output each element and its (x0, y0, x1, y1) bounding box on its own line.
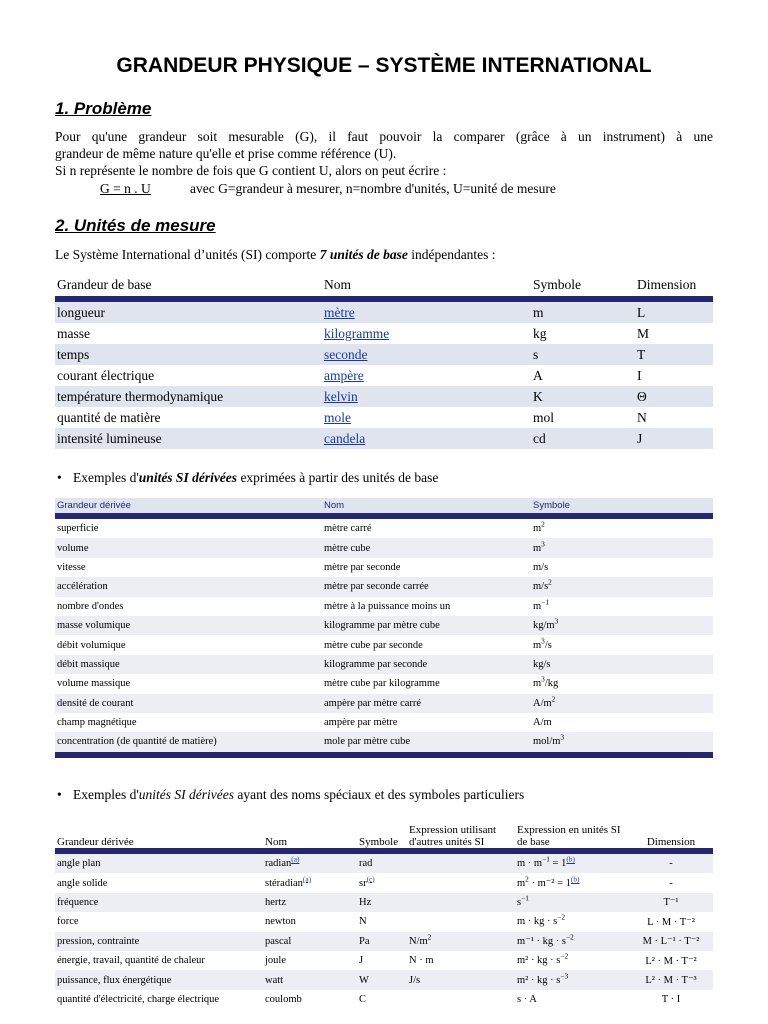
table-cell: s (533, 346, 539, 362)
table-cell-symbol (531, 713, 713, 732)
column-header: Nom (265, 836, 287, 848)
table-cell-symbol (357, 970, 407, 989)
unit-symbol: N (359, 916, 367, 928)
table-cell: m (533, 304, 544, 320)
symbol-exponent: 3 (554, 616, 559, 626)
section-heading-probleme: 1. Problème (55, 99, 152, 118)
table-cell (322, 323, 531, 344)
table-cell-name (263, 912, 357, 931)
column-header: Nom (324, 277, 351, 292)
base-units-table (55, 274, 713, 449)
bullet-derived-units (57, 470, 438, 486)
table-cell-dimension: L · M · T⁻² (647, 916, 695, 928)
table-cell: ampère par mètre carré (324, 697, 422, 709)
expression-other: J/s (409, 974, 421, 986)
expression-base: m (517, 878, 526, 890)
table-cell-name (263, 951, 357, 970)
table-row (55, 428, 713, 449)
table-cell-name (263, 932, 357, 951)
table-row (55, 990, 713, 1009)
table-cell (322, 407, 531, 428)
symbol-tail: /s (544, 639, 552, 651)
bullet-icon: • (57, 787, 62, 802)
expression-base: m² · kg · s (517, 974, 561, 986)
table-cell-name (263, 990, 357, 1009)
footnote-ref[interactable]: (b) (566, 854, 575, 864)
section-heading-unites: 2. Unités de mesure (55, 216, 216, 235)
table-cell: concentration (de quantité de matière) (57, 736, 217, 748)
table-cell-symbol (531, 516, 713, 538)
table-row (55, 516, 713, 538)
bullet-emphasis: unités SI dérivées (138, 787, 235, 802)
table-cell: cd (533, 430, 546, 446)
table-cell-symbol (531, 538, 713, 557)
table-cell-symbol (531, 674, 713, 693)
unit-link[interactable]: candela (324, 430, 366, 446)
unit-link[interactable]: seconde (324, 346, 368, 362)
symbol-exponent: 2 (548, 577, 552, 587)
table-row (55, 893, 713, 912)
table-row (55, 344, 713, 365)
unit-name: watt (265, 974, 284, 986)
unit-name: coulomb (265, 993, 302, 1005)
table-cell: kilogramme par mètre cube (324, 620, 440, 632)
unit-symbol: J (359, 955, 364, 967)
expression-other: N · m (409, 955, 434, 967)
table-cell: M (637, 325, 650, 341)
table-cell: température thermodynamique (57, 388, 224, 404)
table-cell-symbol (531, 577, 713, 596)
table-cell: quantité d'électricité, charge électrique (57, 993, 220, 1005)
table-cell: mètre cube par seconde (324, 639, 423, 651)
table-cell: mètre cube (324, 542, 371, 554)
symbol-base: kg/m (533, 620, 555, 632)
table-cell-dimension: - (669, 877, 673, 889)
table-cell: vitesse (57, 561, 86, 573)
table-cell: superficie (57, 523, 99, 535)
table-cell-expression-base (515, 893, 629, 912)
table-row (55, 694, 713, 713)
paragraph-line: Si n représente le nombre de fois que G contient U, alors on peut écrire : (55, 163, 447, 178)
intro-emphasis: 7 unités de base (319, 247, 408, 262)
footnote-ref[interactable]: (a) (291, 854, 300, 864)
table-cell (322, 428, 531, 449)
table-cell: masse volumique (57, 620, 131, 632)
symbol-exponent: 3 (560, 732, 565, 742)
table-cell: volume massique (57, 678, 131, 690)
table-row (55, 732, 713, 754)
footnote-ref[interactable]: (a) (302, 874, 312, 884)
symbol-base: mol/m (533, 736, 561, 748)
table-cell: N (637, 409, 647, 425)
table-cell-dimension: T⁻¹ (663, 897, 679, 909)
table-row (55, 655, 713, 674)
column-header: Symbole (531, 498, 713, 516)
expression-base: s (517, 896, 522, 908)
bullet-text: ayant des noms spéciaux et des symboles particuliers (234, 787, 525, 802)
table-cell: J (637, 430, 643, 446)
table-cell: angle plan (57, 858, 101, 870)
table-cell-expression-base (515, 912, 629, 931)
table-row (55, 713, 713, 732)
table-cell: kilogramme par seconde (324, 658, 428, 670)
unit-symbol: W (359, 974, 369, 986)
bullet-text: Exemples d' (73, 787, 139, 802)
table-cell-expression-base (515, 932, 629, 951)
footnote-ref[interactable]: (c) (366, 874, 375, 884)
table-cell-symbol (531, 655, 713, 674)
expression-exponent: −2 (560, 951, 569, 961)
formula: G = n . U (100, 181, 151, 196)
intro-text: Le Système International d’unités (SI) comporte (55, 247, 320, 262)
expression-tail: = 1 (549, 858, 567, 870)
symbol-tail: /kg (544, 678, 559, 690)
table-cell: temps (57, 346, 90, 362)
expression-tail: · m⁻² = 1 (528, 878, 571, 890)
table-cell-symbol (357, 873, 407, 892)
table-cell-symbol (531, 694, 713, 713)
symbol-exponent: 3 (541, 674, 545, 684)
column-header: Dimension (637, 277, 697, 292)
unit-name: joule (265, 955, 286, 967)
symbol-exponent: 2 (541, 519, 545, 529)
symbol-base: m (533, 678, 542, 690)
table-cell-expression (407, 932, 515, 951)
table-cell: courant électrique (57, 367, 155, 383)
formula-description: avec G=grandeur à mesurer, n=nombre d'unités, U=unité de mesure (190, 181, 556, 196)
expression-exponent: −2 (565, 932, 574, 942)
expression-base: s · A (517, 993, 537, 1005)
table-row (55, 970, 713, 989)
table-cell: débit volumique (57, 639, 126, 651)
unit-symbol: rad (359, 858, 373, 870)
table-cell: volume (57, 542, 89, 554)
symbol-base: kg/s (533, 658, 551, 670)
unit-link[interactable]: kilogramme (324, 325, 390, 341)
table-row (55, 932, 713, 951)
table-cell-symbol (357, 912, 407, 931)
table-cell-name (263, 893, 357, 912)
table-row (55, 674, 713, 693)
unit-name: stéradian (265, 877, 303, 889)
derived-units-table (55, 498, 713, 758)
symbol-base: m (533, 600, 542, 612)
expression-exponent: 2 (427, 932, 432, 942)
table-cell-dimension: T · I (661, 993, 681, 1005)
expression-exponent: −1 (542, 854, 550, 864)
table-cell: densité de courant (57, 697, 134, 709)
symbol-exponent: 3 (541, 636, 545, 646)
table-cell-expression-base (515, 951, 629, 970)
unit-link[interactable]: kelvin (324, 388, 358, 404)
table-row (55, 323, 713, 344)
column-header: Grandeur dérivée (57, 836, 134, 848)
symbol-exponent: 3 (541, 539, 545, 549)
expression-exponent: −1 (521, 893, 529, 903)
section2-intro (55, 246, 713, 263)
column-header: Dimension (646, 836, 696, 848)
symbol-base: m/s (533, 561, 549, 573)
symbol-exponent: −1 (541, 597, 549, 607)
expression-exponent: 2 (525, 874, 529, 884)
table-cell-symbol (531, 635, 713, 654)
table-row (55, 616, 713, 635)
table-cell: intensité lumineuse (57, 430, 162, 446)
table-cell (322, 344, 531, 365)
symbol-base: m (533, 639, 542, 651)
table-cell-expression (407, 873, 515, 892)
table-cell: ampère par mètre (324, 717, 398, 729)
table-row (55, 597, 713, 616)
table-cell-expression-base (515, 873, 629, 892)
expression-base: m⁻¹ · kg · s (517, 936, 566, 948)
column-header: Expression utilisant d'autres unités SI (409, 824, 497, 848)
table-row (55, 951, 713, 970)
unit-link[interactable]: ampère (324, 367, 364, 383)
symbol-base: m/s (533, 581, 549, 593)
table-cell-name (263, 851, 357, 873)
unit-name: radian (265, 858, 292, 870)
table-cell: mètre cube par kilogramme (324, 678, 440, 690)
table-cell: mètre par seconde carrée (324, 581, 429, 593)
column-header: Symbole (359, 836, 399, 848)
unit-link[interactable]: mètre (324, 304, 355, 320)
table-row (55, 407, 713, 428)
table-cell-dimension: L² · M · T⁻³ (645, 975, 697, 987)
bullet-special-units (57, 787, 524, 803)
table-cell-symbol (357, 893, 407, 912)
table-cell-name (263, 970, 357, 989)
table-cell: mol (533, 409, 555, 425)
table-cell-symbol (357, 851, 407, 873)
table-cell: A (533, 367, 543, 383)
unit-name: pascal (265, 935, 292, 947)
table-cell-expression (407, 951, 515, 970)
bullet-emphasis: unités SI dérivées (138, 470, 238, 485)
table-cell: nombre d'ondes (57, 600, 124, 612)
table-cell-expression (407, 990, 515, 1009)
table-cell: énergie, travail, quantité de chaleur (57, 955, 205, 967)
table-cell: angle solide (57, 877, 108, 889)
table-cell: mole par mètre cube (324, 736, 410, 748)
expression-exponent: −3 (560, 971, 569, 981)
table-cell-symbol (531, 616, 713, 635)
table-cell-dimension: L² · M · T⁻² (645, 955, 697, 967)
column-header: Symbole (533, 277, 582, 292)
table-cell-expression (407, 912, 515, 931)
table-cell-dimension: M · L⁻¹ · T⁻² (642, 936, 700, 948)
column-header: Grandeur dérivée (55, 498, 322, 516)
column-header: Expression en unités SI de base (517, 824, 621, 848)
table-cell: champ magnétique (57, 717, 137, 729)
table-cell-symbol (357, 932, 407, 951)
table-cell-dimension: - (669, 858, 673, 870)
table-cell: accélération (57, 581, 108, 593)
symbol-base: A/m (533, 697, 552, 709)
table-row (55, 912, 713, 931)
special-units-table (55, 816, 713, 1009)
table-row (55, 558, 713, 577)
unit-symbol: sr (359, 877, 367, 889)
table-cell: débit massique (57, 658, 120, 670)
table-cell-expression-base (515, 970, 629, 989)
table-cell-symbol (531, 732, 713, 754)
table-cell: I (637, 367, 642, 383)
table-cell-expression-base (515, 851, 629, 873)
table-cell-symbol (531, 597, 713, 616)
table-cell-expression (407, 851, 515, 873)
table-row (55, 299, 713, 323)
table-cell: fréquence (57, 896, 99, 908)
table-cell-symbol (531, 558, 713, 577)
table-cell (322, 386, 531, 407)
table-row (55, 635, 713, 654)
symbol-base: m (533, 523, 542, 535)
expression-other: N/m (409, 935, 428, 947)
table-cell-symbol (357, 951, 407, 970)
paragraph-line: grandeur de même nature qu'elle et prise comme référence (U). (55, 146, 397, 161)
intro-text: indépendantes : (407, 247, 496, 262)
unit-symbol: Pa (359, 935, 370, 947)
table-cell-expression (407, 970, 515, 989)
bullet-text: Exemples d' (73, 470, 139, 485)
unit-symbol: Hz (359, 896, 372, 908)
footnote-ref[interactable]: (b) (570, 874, 580, 884)
table-cell-expression (407, 893, 515, 912)
expression-base: m² · kg · s (517, 955, 561, 967)
column-header: Nom (322, 498, 531, 516)
page-title: GRANDEUR PHYSIQUE – SYSTÈME INTERNATIONAL (116, 54, 652, 77)
unit-name: hertz (265, 896, 286, 908)
table-cell (322, 299, 531, 323)
table-header-row (55, 816, 713, 851)
table-cell-name (263, 873, 357, 892)
bullet-icon: • (57, 470, 62, 485)
table-cell: L (637, 304, 646, 320)
table-cell: masse (57, 325, 90, 341)
table-cell: force (57, 916, 79, 928)
column-header: Grandeur de base (57, 277, 152, 292)
symbol-base: A/m (533, 717, 552, 729)
unit-link[interactable]: mole (324, 409, 351, 425)
unit-name: newton (265, 916, 296, 928)
table-row (55, 851, 713, 873)
expression-exponent: −2 (557, 912, 566, 922)
table-cell: T (637, 346, 646, 362)
expression-base: m · kg · s (517, 916, 558, 928)
table-cell: Θ (637, 388, 647, 404)
table-cell: longueur (57, 304, 105, 320)
table-row (55, 386, 713, 407)
expression-base: m · m (517, 858, 543, 870)
table-row (55, 365, 713, 386)
symbol-exponent: 2 (551, 694, 556, 704)
table-cell: mètre carré (324, 523, 372, 535)
symbol-base: m (533, 542, 542, 554)
table-cell: mètre à la puissance moins un (324, 600, 451, 612)
bullet-text: exprimées à partir des unités de base (237, 470, 439, 485)
table-cell: kg (533, 325, 547, 341)
table-cell-expression-base (515, 990, 629, 1009)
paragraph-line: Pour qu'une grandeur soit mesurable (G), il faut pouvoir la comparer (grâce à un instrument) à une (55, 129, 713, 144)
table-cell: puissance, flux énergétique (57, 974, 172, 986)
table-cell: K (533, 388, 543, 404)
unit-symbol: C (359, 993, 367, 1005)
table-header-row (55, 498, 713, 516)
table-row (55, 577, 713, 596)
table-header-row (55, 274, 713, 299)
table-cell: pression, contrainte (57, 935, 140, 947)
table-cell: quantité de matière (57, 409, 161, 425)
formula-line (55, 180, 713, 197)
table-row (55, 873, 713, 892)
table-row (55, 538, 713, 557)
table-cell: mètre par seconde (324, 561, 401, 573)
table-cell (322, 365, 531, 386)
table-cell-symbol (357, 990, 407, 1009)
